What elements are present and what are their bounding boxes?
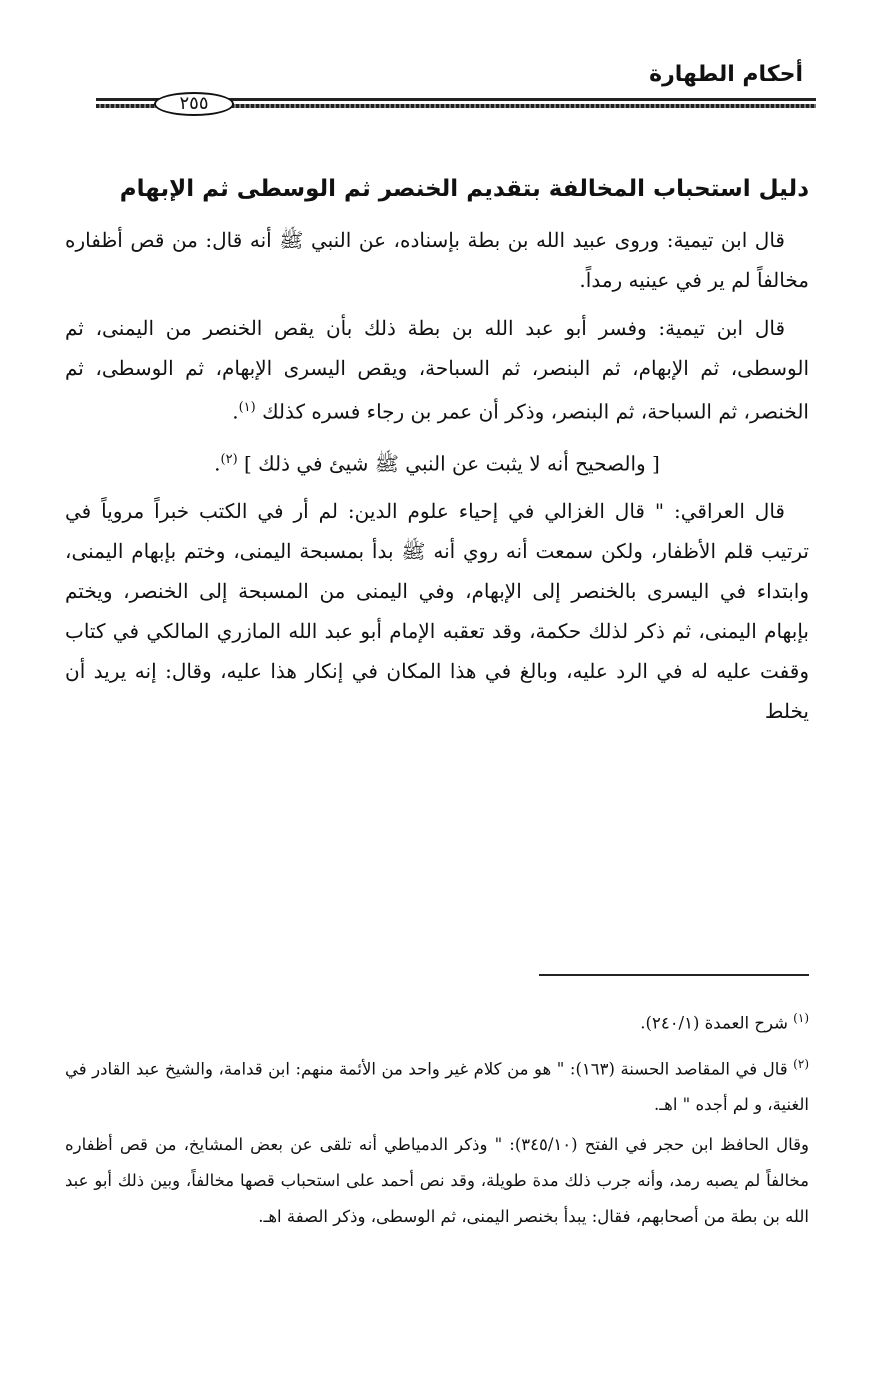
footnote-2-continuation: وقال الحافظ ابن حجر في الفتح (٣٤٥/١٠): " وذكر الدمياطي أنه تلقى عن بعض المشايخ، من قص أظفاره مخالفاً لم يصبه رمد، وأنه جرب ذلك مدة طويلة، وقد نص أحمد على استحباب قصها مخالفاً، وبين ذلك أبو عبد الله بن بطة من أصحابهم، فقال: يبدأ بخنصر اليمنى، ثم الوسطى، وذكر الصفة اهـ. <box>65 1135 809 1226</box>
footnote-2-mark: (٢) <box>793 1056 809 1071</box>
footnote-1 <box>65 1000 809 1042</box>
paragraph-4: قال العراقي: " قال الغزالي في إحياء علوم الدين: لم أر في الكتب خبراً مروياً في ترتيب قلم الأظفار، ولكن سمعت أنه روي أنه ﷺ بدأ بمسبحة اليمنى، وختم بإبهام اليمنى، وابتداء في اليسرى بالخنصر إلى الإبهام، وفي اليمنى من المسبحة إلى الخنصر، ويختم بإبهام اليمنى، ثم ذكر لذلك حكمة، وقد تعقبه الإمام أبو عبد الله المازري المالكي في كتاب وقفت عليه له في الرد عليه، وبالغ في هذا المكان في إنكار هذا عليه، وقال: إنه يريد أن يخلط <box>65 499 809 724</box>
main-text <box>65 220 809 739</box>
footnote-2-text: قال في المقاصد الحسنة (١٦٣): " هو من كلام غير واحد من الأئمة منهم: ابن قدامة، والشيخ عبد القادر في الغنية، و لم أجده " اهـ. <box>65 1059 809 1114</box>
footnote-ref-1[interactable]: (١) <box>238 400 256 415</box>
paragraph-2: قال ابن تيمية: وفسر أبو عبد الله بن بطة ذلك بأن يقص الخنصر من اليمنى، ثم الوسطى، ثم الإبهام، ثم البنصر، ثم السباحة، ويقص اليسرى الإبهام، ثم الوسطى، ثم الخنصر، ثم السباحة، ثم البنصر، وذكر أن عمر بن رجاء فسره كذلك $^{(١)}$. <box>65 316 809 424</box>
section-heading: دليل استحباب المخالفة بتقديم الخنصر ثم الوسطى ثم الإبهام <box>119 176 809 202</box>
footnote-separator <box>539 974 809 976</box>
paragraph-1: قال ابن تيمية: وروى عبيد الله بن بطة بإسناده، عن النبي ﷺ أنه قال: من قص أظفاره مخالفاً لم ير في عينيه رمداً. <box>65 228 809 292</box>
header-rule <box>96 93 816 114</box>
footnote-1-text: شرح العمدة (٢٤٠/١). <box>640 1013 788 1033</box>
page-number: ٢٥٥ <box>154 92 234 116</box>
footnote-2 <box>65 1046 809 1124</box>
paragraph-2-text: قال ابن تيمية: وفسر أبو عبد الله بن بطة ذلك بأن يقص الخنصر من اليمنى، ثم الوسطى، ثم الإبهام، ثم البنصر، ثم السباحة، ويقص اليسرى الإبهام، ثم الوسطى، ثم الخنصر، ثم السباحة، ثم البنصر، وذكر أن عمر بن رجاء فسره كذلك <box>65 316 809 424</box>
paragraph-3-text: [ والصحيح أنه لا يثبت عن النبي ﷺ شيئ في ذلك ] <box>244 451 660 476</box>
footnotes <box>65 1000 809 1239</box>
footnote-ref-2[interactable]: (٢) <box>220 451 238 467</box>
paragraph-3: [ والصحيح أنه لا يثبت عن النبي ﷺ شيئ في ذلك ] $^{(٢)}$. <box>214 451 660 476</box>
running-title: أحكام الطهارة <box>649 62 803 87</box>
footnote-1-mark: (١) <box>793 1011 809 1025</box>
